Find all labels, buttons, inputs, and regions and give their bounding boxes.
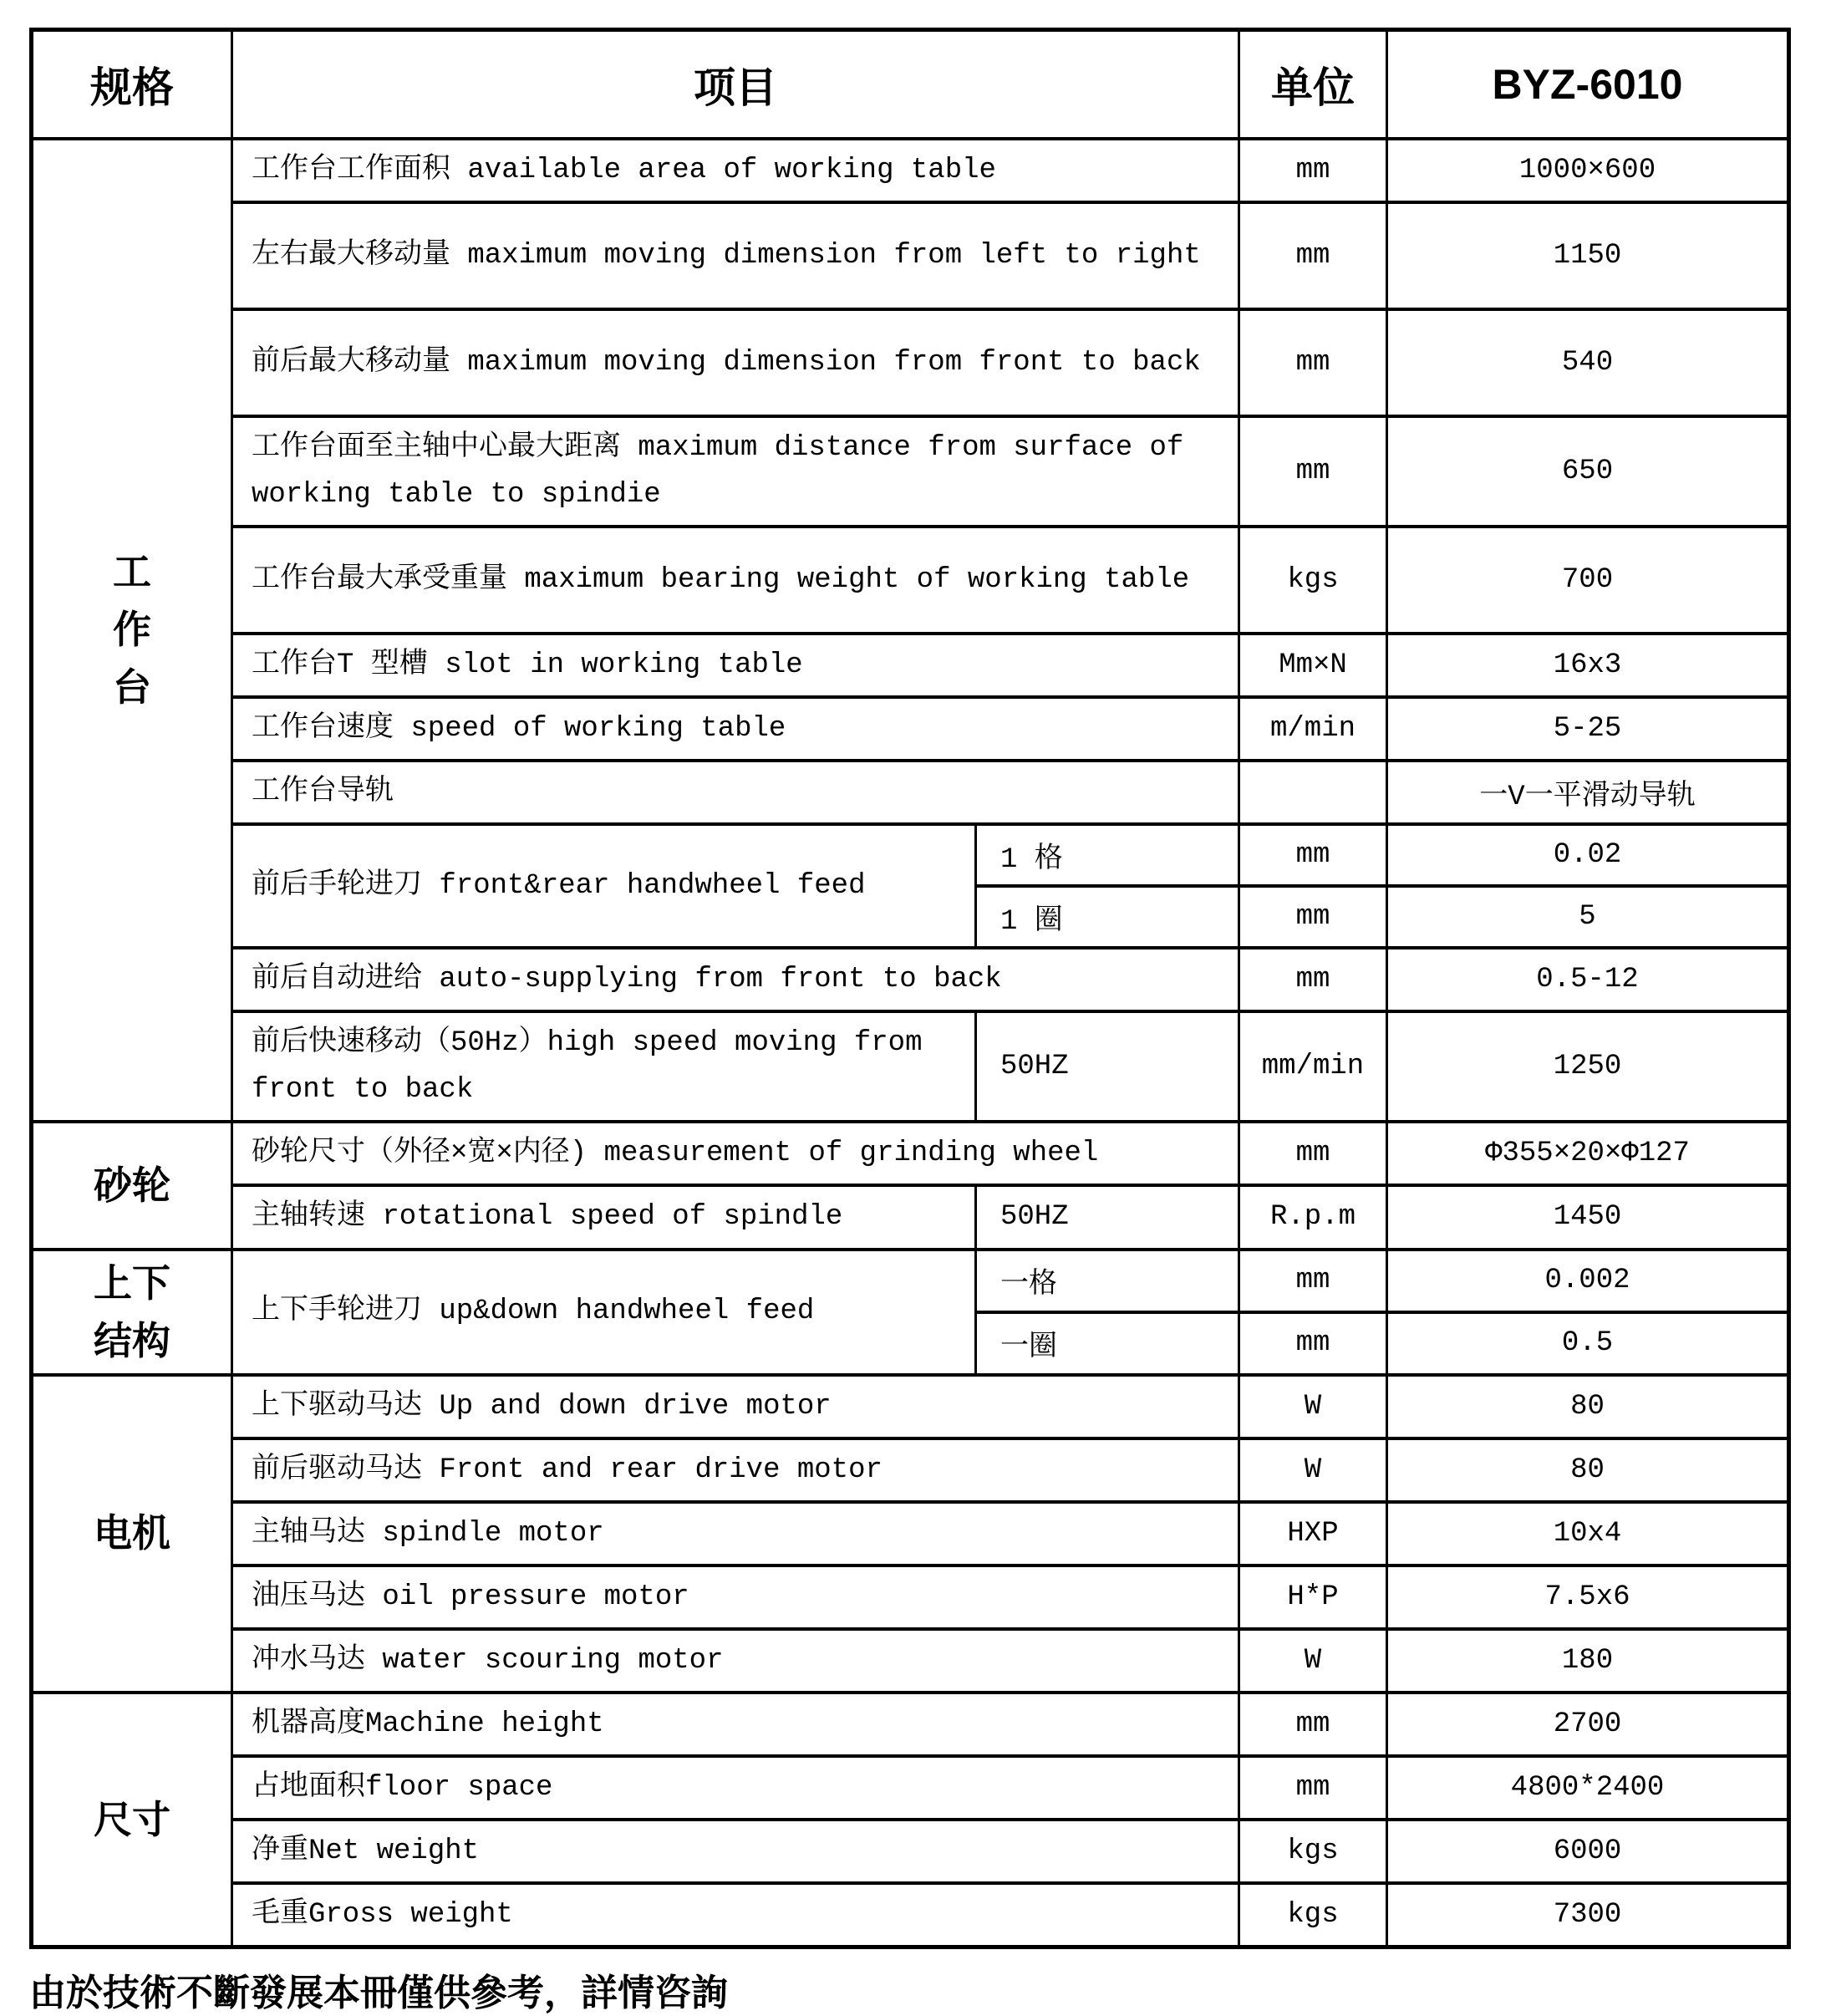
value-cell: 6000 xyxy=(1387,1820,1789,1883)
table-row xyxy=(32,1438,1789,1502)
table-row xyxy=(32,824,1789,886)
table-row xyxy=(32,1502,1789,1565)
item-cell: 前后快速移动（50Hz）high speed moving from front to back xyxy=(232,1011,976,1122)
unit-cell: Mm×N xyxy=(1239,634,1387,697)
unit-cell: mm xyxy=(1239,139,1387,202)
subitem-cell: 一圈 xyxy=(976,1312,1239,1375)
unit-cell: kgs xyxy=(1239,1820,1387,1883)
unit-cell: R.p.m xyxy=(1239,1185,1387,1249)
group-cell-motor: 电机 xyxy=(32,1375,232,1693)
table-row xyxy=(32,309,1789,416)
item-cell: 前后最大移动量 maximum moving dimension from front to back xyxy=(232,309,1239,416)
item-cell: 工作台工作面积 available area of working table xyxy=(232,139,1239,202)
value-cell: 0.5-12 xyxy=(1387,948,1789,1011)
table-row xyxy=(32,1820,1789,1883)
group-cell-updown xyxy=(32,1250,232,1375)
group-label-line: 作 xyxy=(113,608,151,652)
specification-table xyxy=(29,28,1791,1949)
item-cell: 前后驱动马达 Front and rear drive motor xyxy=(232,1438,1239,1502)
table-row xyxy=(32,202,1789,309)
table-row xyxy=(32,761,1789,824)
value-cell: 16x3 xyxy=(1387,634,1789,697)
value-cell: 0.002 xyxy=(1387,1250,1789,1312)
unit-cell: mm xyxy=(1239,948,1387,1011)
item-cell: 上下手轮进刀 up&down handwheel feed xyxy=(232,1250,976,1375)
header-model: BYZ-6010 xyxy=(1387,30,1789,139)
value-cell: 80 xyxy=(1387,1375,1789,1438)
table-row xyxy=(32,1693,1789,1756)
item-cell: 工作台T 型槽 slot in working table xyxy=(232,634,1239,697)
value-cell: 5 xyxy=(1387,886,1789,948)
table-row xyxy=(32,527,1789,634)
unit-cell: mm xyxy=(1239,1693,1387,1756)
header-item: 项目 xyxy=(232,30,1239,139)
item-cell: 工作台导轨 xyxy=(232,761,1239,824)
unit-cell xyxy=(1239,761,1387,824)
unit-cell: W xyxy=(1239,1629,1387,1693)
group-label-line: 上下 xyxy=(94,1260,170,1305)
group-label-line: 工 xyxy=(113,550,151,594)
table-row xyxy=(32,634,1789,697)
value-cell: 2700 xyxy=(1387,1693,1789,1756)
subitem-cell: 1 格 xyxy=(976,824,1239,886)
item-cell: 前后自动进给 auto-supplying from front to back xyxy=(232,948,1239,1011)
table-row xyxy=(32,1883,1789,1947)
table-row xyxy=(32,416,1789,527)
item-cell: 占地面积floor space xyxy=(232,1756,1239,1820)
unit-cell: W xyxy=(1239,1438,1387,1502)
unit-cell: H*P xyxy=(1239,1565,1387,1629)
group-label-line: 台 xyxy=(113,665,151,710)
item-cell: 工作台最大承受重量 maximum bearing weight of working table xyxy=(232,527,1239,634)
value-cell: 1000×600 xyxy=(1387,139,1789,202)
subitem-cell: 50HZ xyxy=(976,1011,1239,1122)
unit-cell: mm xyxy=(1239,309,1387,416)
table-row xyxy=(32,948,1789,1011)
value-cell: 80 xyxy=(1387,1438,1789,1502)
value-cell: 10x4 xyxy=(1387,1502,1789,1565)
unit-cell: W xyxy=(1239,1375,1387,1438)
item-cell: 前后手轮进刀 front&rear handwheel feed xyxy=(232,824,976,948)
unit-cell: mm xyxy=(1239,824,1387,886)
unit-cell: HXP xyxy=(1239,1502,1387,1565)
item-cell: 砂轮尺寸（外径×宽×内径) measurement of grinding wheel xyxy=(232,1122,1239,1185)
item-cell: 机器高度Machine height xyxy=(232,1693,1239,1756)
group-cell-size: 尺寸 xyxy=(32,1693,232,1947)
table-row xyxy=(32,1122,1789,1185)
table-header-row xyxy=(32,30,1789,139)
value-cell: 7.5x6 xyxy=(1387,1565,1789,1629)
group-label-line: 结构 xyxy=(94,1318,170,1362)
unit-cell: mm/min xyxy=(1239,1011,1387,1122)
unit-cell: mm xyxy=(1239,416,1387,527)
unit-cell: m/min xyxy=(1239,697,1387,761)
value-cell: 0.02 xyxy=(1387,824,1789,886)
group-cell-worktable xyxy=(32,139,232,1123)
unit-cell: kgs xyxy=(1239,1883,1387,1947)
value-cell: 1450 xyxy=(1387,1185,1789,1249)
item-cell: 主轴转速 rotational speed of spindle xyxy=(232,1185,976,1249)
unit-cell: kgs xyxy=(1239,527,1387,634)
group-cell-wheel: 砂轮 xyxy=(32,1122,232,1249)
item-cell: 上下驱动马达 Up and down drive motor xyxy=(232,1375,1239,1438)
value-cell: 7300 xyxy=(1387,1883,1789,1947)
header-spec: 规格 xyxy=(32,30,232,139)
table-row xyxy=(32,697,1789,761)
value-cell: 650 xyxy=(1387,416,1789,527)
unit-cell: mm xyxy=(1239,886,1387,948)
value-cell: 540 xyxy=(1387,309,1789,416)
value-cell: 0.5 xyxy=(1387,1312,1789,1375)
table-row xyxy=(32,1250,1789,1312)
unit-cell: mm xyxy=(1239,202,1387,309)
value-cell: 700 xyxy=(1387,527,1789,634)
item-cell: 工作台面至主轴中心最大距离 maximum distance from surface of working table to spindie xyxy=(232,416,1239,527)
table-row xyxy=(32,1629,1789,1693)
value-cell: Φ355×20×Φ127 xyxy=(1387,1122,1789,1185)
unit-cell: mm xyxy=(1239,1756,1387,1820)
item-cell: 工作台速度 speed of working table xyxy=(232,697,1239,761)
subitem-cell: 1 圈 xyxy=(976,886,1239,948)
item-cell: 毛重Gross weight xyxy=(232,1883,1239,1947)
table-row xyxy=(32,1756,1789,1820)
value-cell: 1250 xyxy=(1387,1011,1789,1122)
unit-cell: mm xyxy=(1239,1122,1387,1185)
header-unit: 单位 xyxy=(1239,30,1387,139)
subitem-cell: 一格 xyxy=(976,1250,1239,1312)
item-cell: 主轴马达 spindle motor xyxy=(232,1502,1239,1565)
value-cell: 1150 xyxy=(1387,202,1789,309)
table-row xyxy=(32,1011,1789,1122)
table-row xyxy=(32,139,1789,202)
table-row xyxy=(32,1375,1789,1438)
item-cell: 净重Net weight xyxy=(232,1820,1239,1883)
value-cell: 4800*2400 xyxy=(1387,1756,1789,1820)
footer-note: 由於技術不斷發展本冊僅供參考，詳情咨詢 xyxy=(29,1973,728,2014)
value-cell: 180 xyxy=(1387,1629,1789,1693)
value-cell: 一V一平滑动导轨 xyxy=(1387,761,1789,824)
unit-cell: mm xyxy=(1239,1312,1387,1375)
item-cell: 左右最大移动量 maximum moving dimension from left to right xyxy=(232,202,1239,309)
value-cell: 5-25 xyxy=(1387,697,1789,761)
table-row xyxy=(32,1565,1789,1629)
table-row xyxy=(32,1185,1789,1249)
unit-cell: mm xyxy=(1239,1250,1387,1312)
subitem-cell: 50HZ xyxy=(976,1185,1239,1249)
item-cell: 冲水马达 water scouring motor xyxy=(232,1629,1239,1693)
item-cell: 油压马达 oil pressure motor xyxy=(232,1565,1239,1629)
